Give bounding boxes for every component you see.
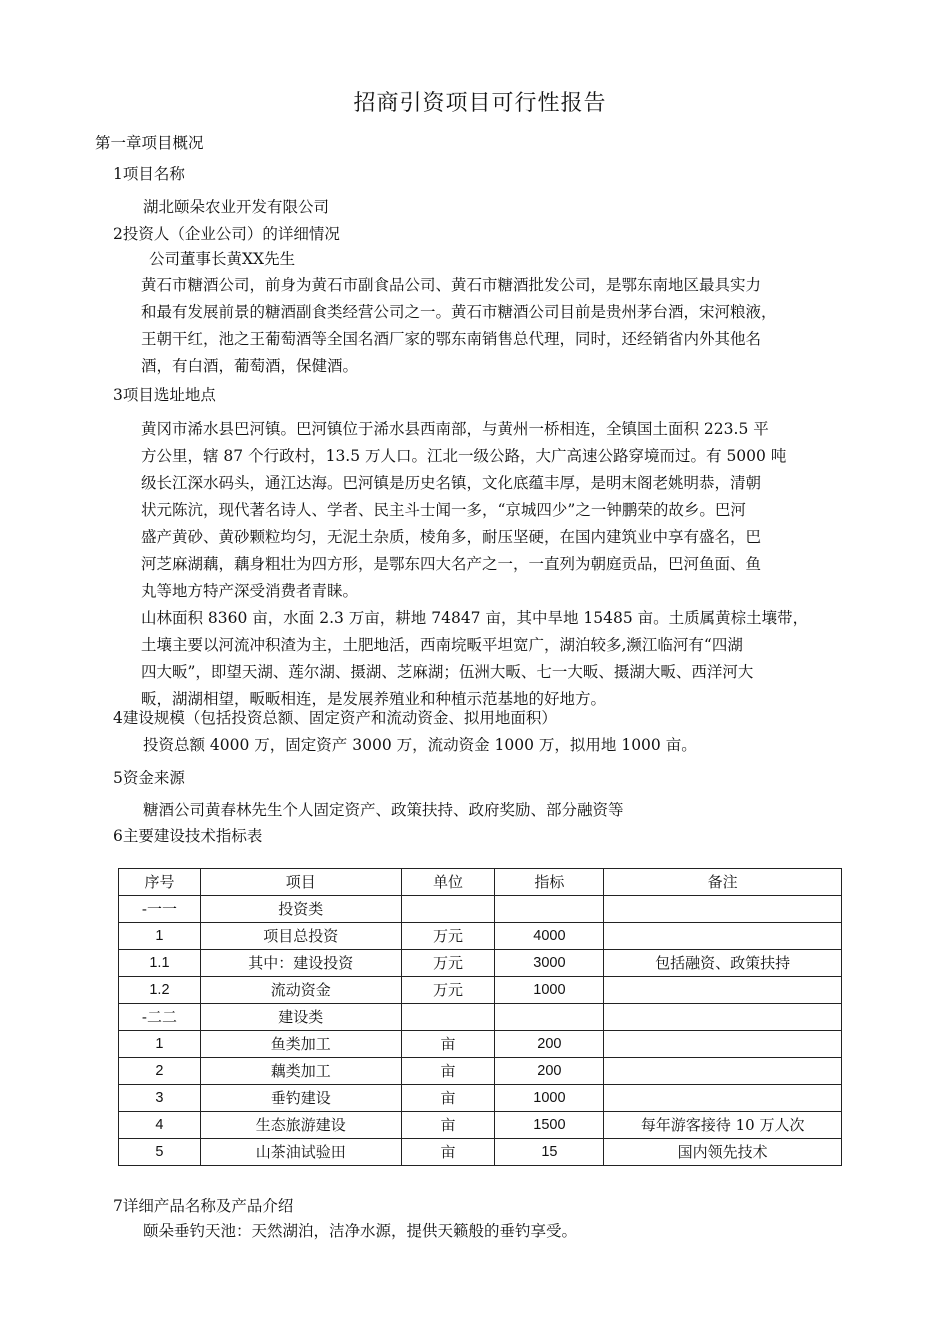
cell-value: 1500 [495, 1112, 604, 1139]
cell-value: 200 [495, 1058, 604, 1085]
cell-unit: 亩 [401, 1112, 495, 1139]
cell-value: 15 [495, 1139, 604, 1166]
construction-scale: 投资总额 4000 万，固定资产 3000 万，流动资金 1000 万，拟用地 1000 亩。 [143, 736, 697, 754]
cell-value: 1000 [495, 977, 604, 1004]
cell-unit [401, 1004, 495, 1031]
cell-item: 建设类 [200, 1004, 401, 1031]
column-header: 备注 [604, 869, 842, 896]
cell-unit: 亩 [401, 1058, 495, 1085]
cell-seq: 1.2 [119, 977, 201, 1004]
column-header: 项目 [200, 869, 401, 896]
column-header: 指标 [495, 869, 604, 896]
text-line: 畈，湖湖相望，畈畈相连，是发展养殖业和种植示范基地的好地方。 [141, 690, 607, 708]
cell-note [604, 896, 842, 923]
cell-value: 3000 [495, 950, 604, 977]
column-header: 单位 [401, 869, 495, 896]
text-line: 土壤主要以河流冲积渣为主，土肥地活，西南垸畈平坦宽广，湖泊较多,濒江临河有“四湖 [141, 636, 743, 654]
cell-seq: 3 [119, 1085, 201, 1112]
section-6-heading: 6主要建设技术指标表 [113, 827, 263, 845]
section-1-heading: 1项目名称 [113, 165, 185, 183]
technical-indicators-table [118, 868, 842, 1166]
table-row [119, 923, 842, 950]
section-4-heading: 4建设规模（包括投资总额、固定资产和流动资金、拟用地面积） [113, 709, 557, 727]
cell-unit: 万元 [401, 977, 495, 1004]
cell-item: 垂钓建设 [200, 1085, 401, 1112]
cell-unit: 亩 [401, 1085, 495, 1112]
text-line: 和最有发展前景的糖酒副食类经营公司之一。黄石市糖酒公司目前是贵州茅台酒，宋河粮液， [141, 303, 777, 321]
section-3-heading: 3项目选址地点 [113, 386, 216, 404]
cell-unit [401, 896, 495, 923]
column-header: 序号 [119, 869, 201, 896]
cell-item: 其中：建设投资 [200, 950, 401, 977]
cell-note: 包括融资、政策扶持 [604, 950, 842, 977]
section-2-heading: 2投资人（企业公司）的详细情况 [113, 225, 340, 243]
text-line: 黄石市糖酒公司，前身为黄石市副食品公司、黄石市糖酒批发公司，是鄂东南地区最具实力 [141, 276, 762, 294]
table-row [119, 1085, 842, 1112]
cell-seq: 1 [119, 1031, 201, 1058]
cell-note: 国内领先技术 [604, 1139, 842, 1166]
text-line: 王朝干红，池之王葡萄酒等全国名酒厂家的鄂东南销售总代理，同时，还经销省内外其他名 [141, 330, 762, 348]
text-line: 山林面积 8360 亩，水面 2.3 万亩，耕地 74847 亩，其中旱地 15485 亩。土质属黄棕土壤带， [141, 609, 809, 627]
text-line: 级长江深水码头，通江达海。巴河镇是历史名镇，文化底蕴丰厚，是明末阁老姚明恭，清朝 [141, 474, 762, 492]
cell-seq: 1.1 [119, 950, 201, 977]
investor-contact: 公司董事长黄XX先生 [149, 250, 296, 268]
table-row [119, 1058, 842, 1085]
cell-value: 200 [495, 1031, 604, 1058]
table-row [119, 950, 842, 977]
cell-seq: 1 [119, 923, 201, 950]
table-row [119, 1004, 842, 1031]
product-intro: 颐朵垂钓天池：天然湖泊，洁净水源，提供天籁般的垂钓享受。 [143, 1222, 578, 1240]
project-name: 湖北颐朵农业开发有限公司 [143, 198, 330, 216]
cell-item: 山茶油试验田 [200, 1139, 401, 1166]
cell-item: 鱼类加工 [200, 1031, 401, 1058]
cell-note [604, 1031, 842, 1058]
section-7-heading: 7详细产品名称及产品介绍 [113, 1197, 294, 1215]
cell-value [495, 896, 604, 923]
chapter-heading: 第一章项目概况 [95, 134, 204, 152]
text-line: 黄冈市浠水县巴河镇。巴河镇位于浠水县西南部，与黄州一桥相连，全镇国土面积 223.5 平 [141, 420, 769, 438]
cell-note [604, 923, 842, 950]
table-row [119, 977, 842, 1004]
cell-unit: 万元 [401, 950, 495, 977]
text-line: 状元陈沆，现代著名诗人、学者、民主斗士闻一多，“京城四少”之一钟鹏荣的故乡。巴河 [141, 501, 746, 519]
cell-seq: 5 [119, 1139, 201, 1166]
text-line: 河芝麻湖藕，藕身粗壮为四方形，是鄂东四大名产之一，一直列为朝庭贡品，巴河鱼面、鱼 [141, 555, 762, 573]
cell-unit: 万元 [401, 923, 495, 950]
table-header-row [119, 869, 842, 896]
text-line: 方公里，辖 87 个行政村，13.5 万人口。江北一级公路，大广高速公路穿境而过。有 5000 吨 [141, 447, 787, 465]
page-title: 招商引资项目可行性报告 [353, 91, 607, 116]
table-row [119, 1139, 842, 1166]
text-line: 四大畈”，即望天湖、莲尔湖、摄湖、芝麻湖；伍洲大畈、七一大畈、摄湖大畈、西洋河大 [141, 663, 754, 681]
cell-unit: 亩 [401, 1139, 495, 1166]
table-row [119, 1031, 842, 1058]
cell-seq: 2 [119, 1058, 201, 1085]
table-row [119, 896, 842, 923]
cell-value: 4000 [495, 923, 604, 950]
cell-note [604, 977, 842, 1004]
cell-note [604, 1058, 842, 1085]
cell-value [495, 1004, 604, 1031]
cell-seq: -一一 [119, 896, 201, 923]
cell-value: 1000 [495, 1085, 604, 1112]
cell-unit: 亩 [401, 1031, 495, 1058]
cell-note: 每年游客接待 10 万人次 [604, 1112, 842, 1139]
table-row [119, 1112, 842, 1139]
cell-item: 流动资金 [200, 977, 401, 1004]
text-line: 盛产黄砂、黄砂颗粒均匀，无泥土杂质，棱角多，耐压坚硬，在国内建筑业中享有盛名，巴 [141, 528, 762, 546]
funding-source: 糖酒公司黄春林先生个人固定资产、政策扶持、政府奖励、部分融资等 [143, 801, 624, 819]
location-description [141, 416, 871, 713]
cell-note [604, 1004, 842, 1031]
cell-note [604, 1085, 842, 1112]
cell-seq: -二二 [119, 1004, 201, 1031]
cell-item: 生态旅游建设 [200, 1112, 401, 1139]
text-line: 丸等地方特产深受消费者青睐。 [141, 582, 359, 600]
cell-item: 项目总投资 [200, 923, 401, 950]
cell-seq: 4 [119, 1112, 201, 1139]
text-line: 酒，有白酒，葡萄酒，保健酒。 [141, 357, 359, 375]
cell-item: 投资类 [200, 896, 401, 923]
investor-description [141, 272, 871, 380]
cell-item: 藕类加工 [200, 1058, 401, 1085]
section-5-heading: 5资金来源 [113, 769, 185, 787]
